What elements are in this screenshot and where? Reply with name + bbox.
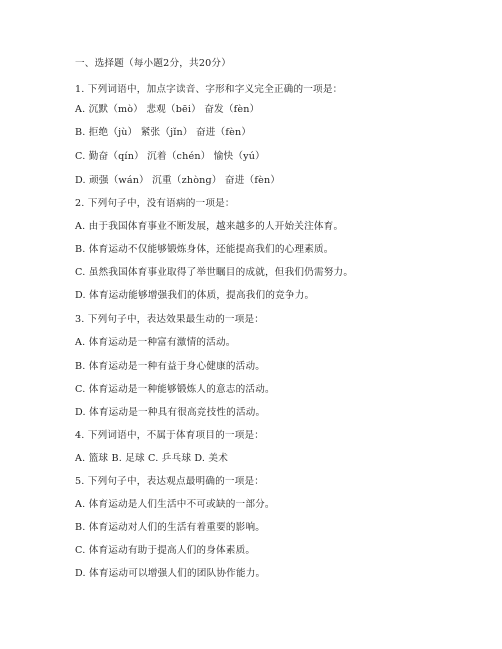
question-3-stem: 3. 下列句子中，表达效果最生动的一项是： — [75, 314, 265, 325]
question-2-option-d: D. 体育运动能够增强我们的体质，提高我们的竞争力。 — [75, 290, 315, 301]
question-1-option-d: D. 顽强（wán） 沉重（zhòng） 奋进（fèn） — [75, 175, 281, 186]
question-1-option-c: C. 勤奋（qín） 沉着（chén） 愉快（yú） — [75, 151, 265, 162]
question-2-stem: 2. 下列句子中，没有语病的一项是： — [75, 198, 235, 209]
question-3-option-a: A. 体育运动是一种富有激情的活动。 — [75, 337, 236, 348]
question-5-stem: 5. 下列句子中，表达观点最明确的一项是： — [75, 476, 265, 487]
question-4-stem: 4. 下列词语中，不属于体育项目的一项是： — [75, 430, 265, 441]
question-2-option-c: C. 虽然我国体育事业取得了举世瞩目的成就，但我们仍需努力。 — [75, 267, 354, 278]
question-3-option-b: B. 体育运动是一种有益于身心健康的活动。 — [75, 361, 266, 372]
section-title: 一、选择题（每小题2分，共20分） — [75, 58, 232, 69]
question-2-option-b: B. 体育运动不仅能够锻炼身体，还能提高我们的心理素质。 — [75, 244, 334, 255]
question-5-option-b: B. 体育运动对人们的生活有着重要的影响。 — [75, 522, 266, 533]
question-4-options: A. 篮球 B. 足球 C. 乒乓球 D. 美术 — [75, 453, 229, 464]
question-5-option-a: A. 体育运动是人们生活中不可或缺的一部分。 — [75, 499, 275, 510]
question-2-option-a: A. 由于我国体育事业不断发展，越来越多的人开始关注体育。 — [75, 221, 344, 232]
question-3-option-c: C. 体育运动是一种能够锻炼人的意志的活动。 — [75, 384, 275, 395]
question-1-option-b: B. 拒绝（jù） 紧张（jǐn） 奋进（fèn） — [75, 127, 252, 138]
question-5-option-c: C. 体育运动有助于提高人们的身体素质。 — [75, 545, 256, 556]
question-3-option-d: D. 体育运动是一种具有很高竞技性的活动。 — [75, 407, 266, 418]
question-5-option-d: D. 体育运动可以增强人们的团队协作能力。 — [75, 568, 266, 579]
question-1-option-a: A. 沉默（mò） 悲观（bēi） 奋发（fèn） — [75, 104, 260, 115]
question-1-stem: 1. 下列词语中，加点字读音、字形和字义完全正确的一项是： — [75, 84, 343, 95]
